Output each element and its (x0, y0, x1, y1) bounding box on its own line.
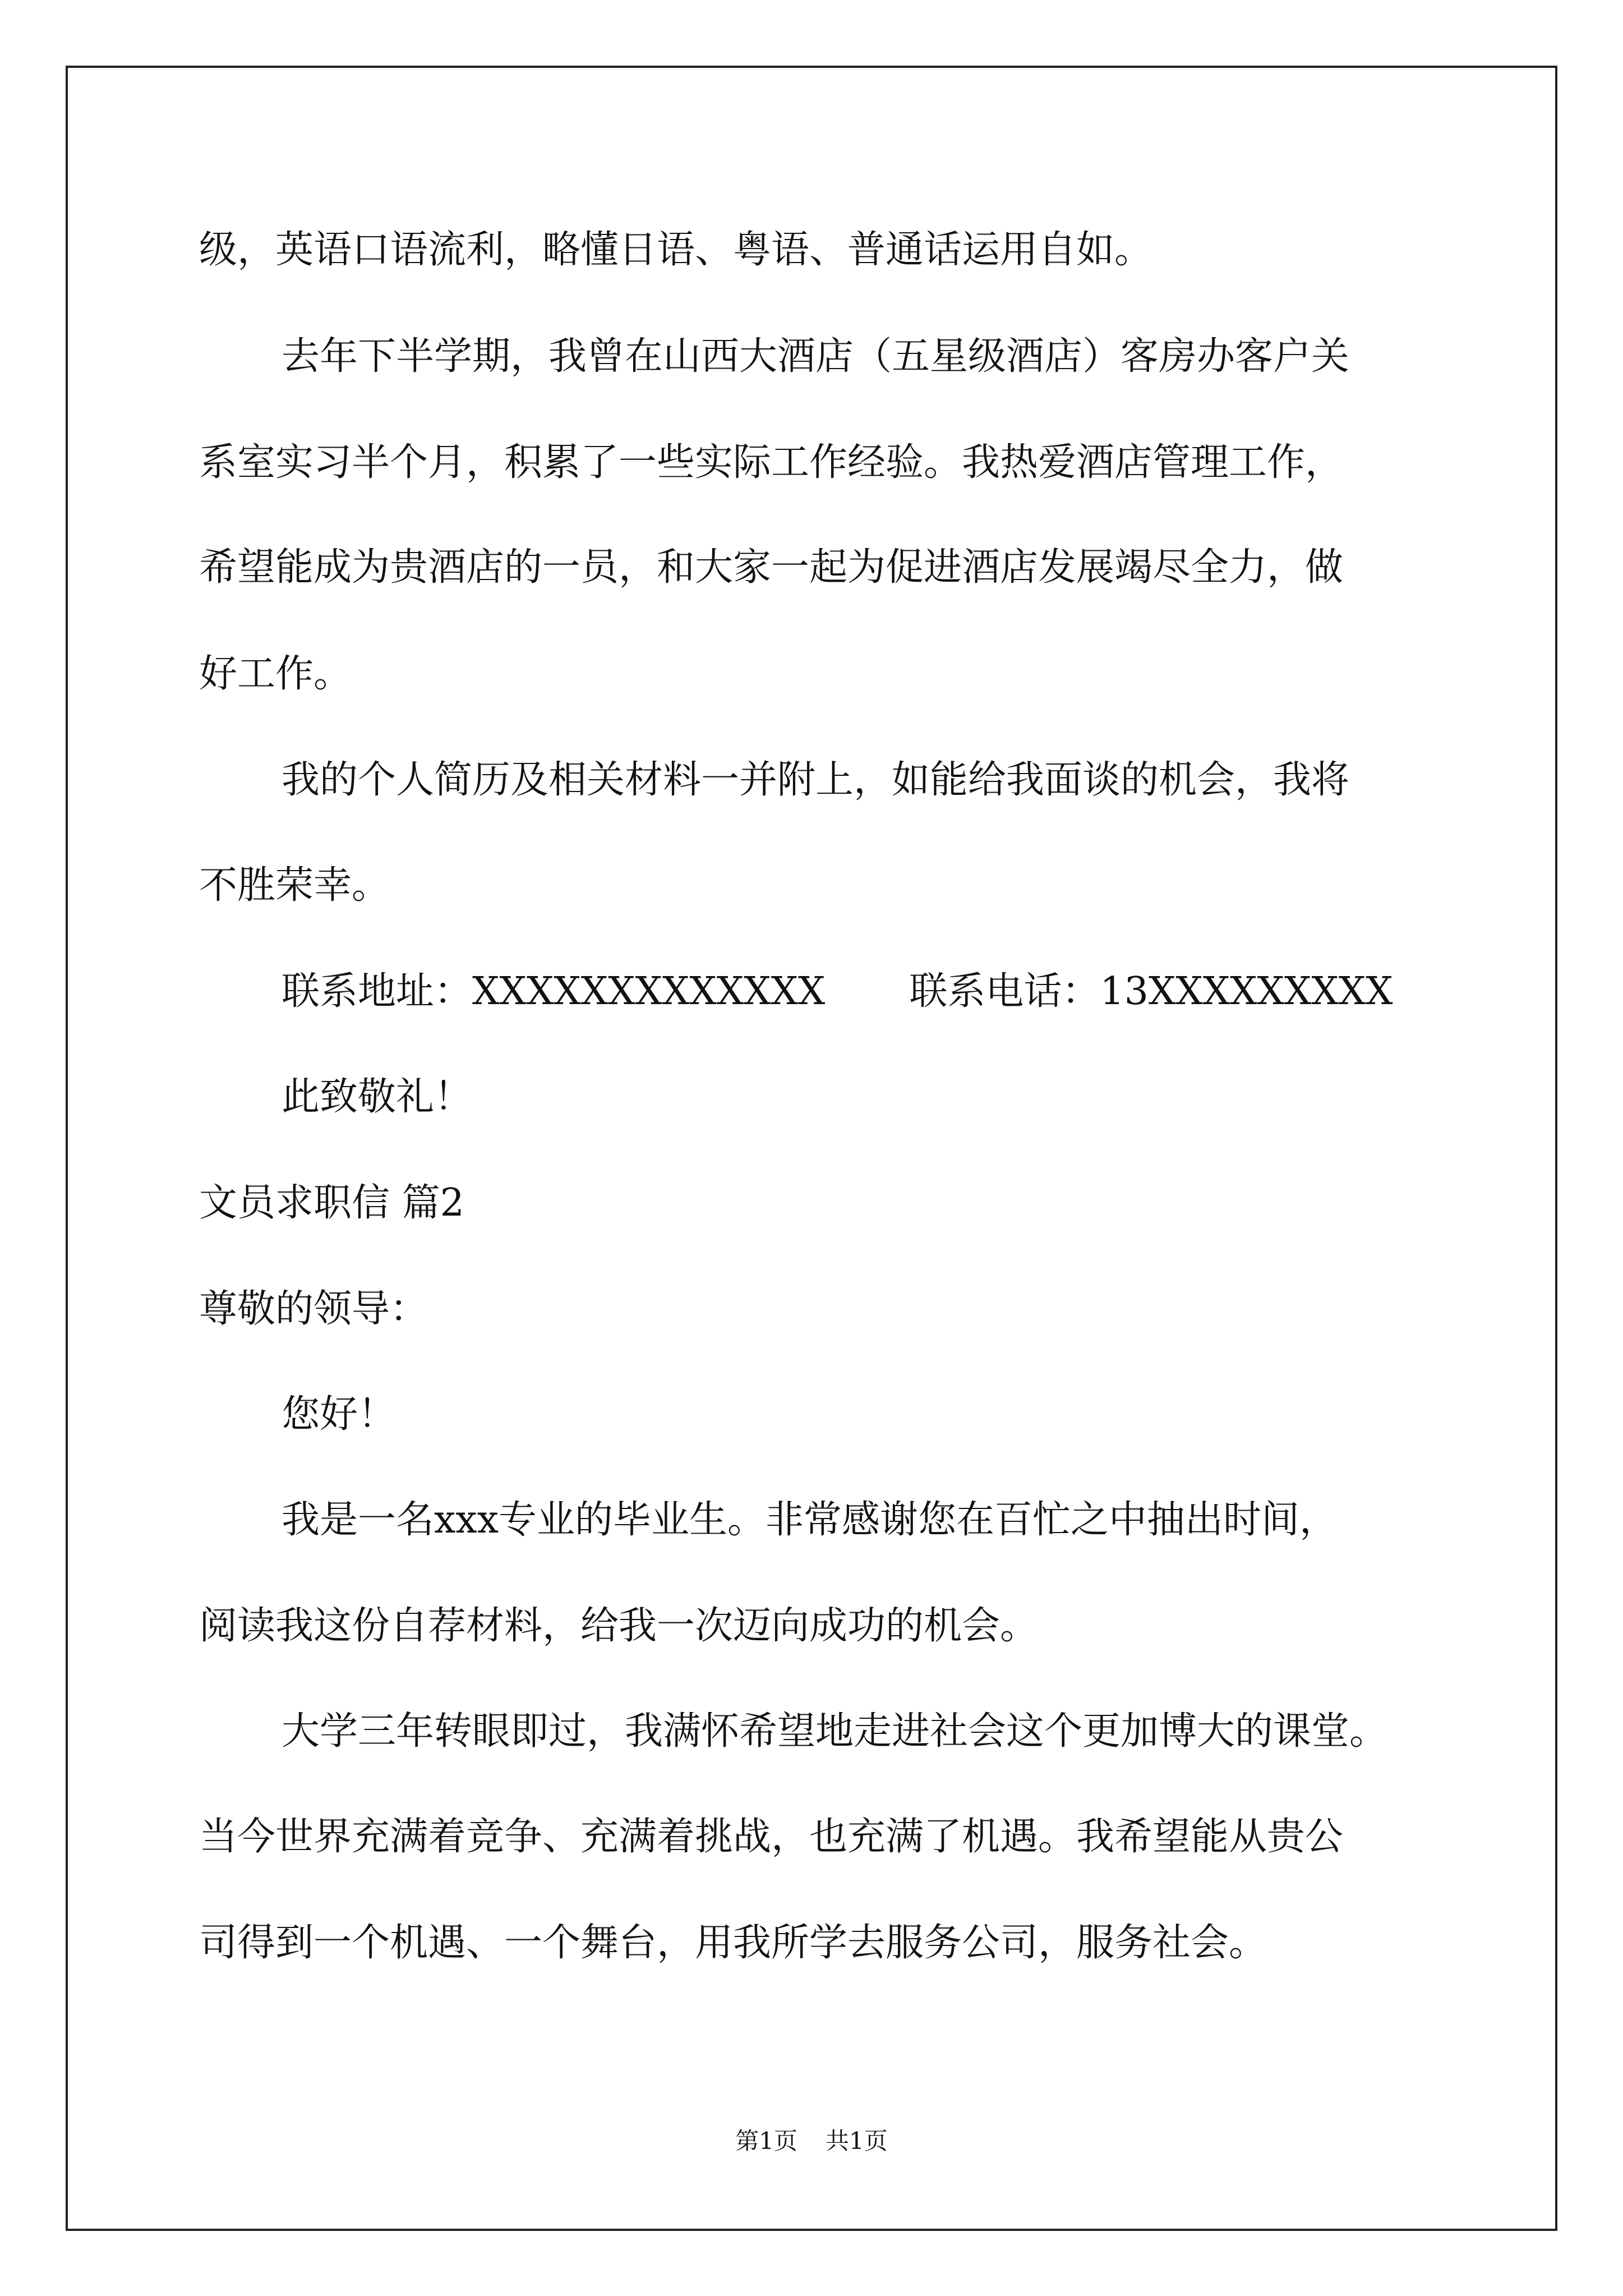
body-paragraph-start: 我的个人简历及相关材料一并附上，如能给我面谈的机会，我将 (282, 758, 1350, 802)
contact-phone: 联系电话：13XXXXXXXXX (909, 969, 1393, 1014)
body-line: 级，英语口语流利，略懂日语、粤语、普通话运用自如。 (199, 228, 1153, 272)
body-line: 不胜荣幸。 (199, 863, 390, 908)
page-number: 第1页 (735, 2127, 797, 2155)
body-paragraph-start: 大学三年转眼即过，我满怀希望地走进社会这个更加博大的课堂。 (282, 1709, 1388, 1754)
contact-address: 联系地址：XXXXXXXXXXXXX (282, 969, 826, 1014)
page-total: 共1页 (826, 2127, 888, 2155)
body-paragraph-start: 去年下半学期，我曾在山西大酒店（五星级酒店）客房办客户关 (282, 334, 1350, 379)
body-line: 希望能成为贵酒店的一员，和大家一起为促进酒店发展竭尽全力，做 (199, 545, 1344, 590)
page-footer (0, 2129, 1623, 2153)
body-line: 好工作。 (199, 652, 352, 696)
section-heading: 文员求职信 篇2 (199, 1181, 464, 1225)
body-line: 系室实习半个月，积累了一些实际工作经验。我热爱酒店管理工作， (199, 440, 1344, 485)
page-border (66, 66, 1557, 2231)
body-line: 阅读我这份自荐材料，给我一次迈向成功的机会。 (199, 1604, 1039, 1648)
letter-greeting: 尊敬的领导： (199, 1287, 428, 1331)
letter-hello: 您好！ (282, 1392, 396, 1437)
closing-salutation: 此致敬礼！ (282, 1075, 473, 1119)
body-line: 当今世界充满着竞争、充满着挑战，也充满了机遇。我希望能从贵公 (199, 1815, 1344, 1859)
body-paragraph-start: 我是一名xxx专业的毕业生。非常感谢您在百忙之中抽出时间， (282, 1498, 1338, 1542)
contact-line (282, 969, 1393, 1014)
body-line: 司得到一个机遇、一个舞台，用我所学去服务公司，服务社会。 (199, 1921, 1267, 1965)
